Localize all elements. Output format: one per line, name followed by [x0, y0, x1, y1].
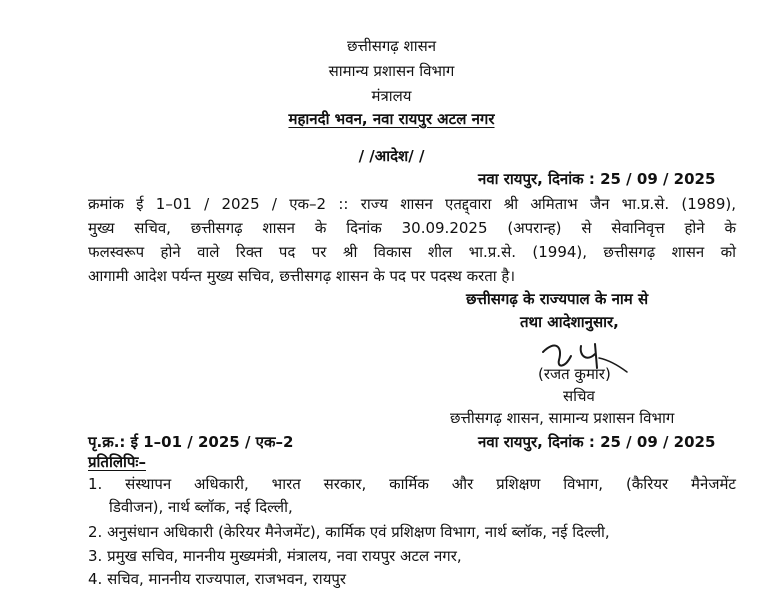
order-place-date: नवा रायपुर, दिनांक : 25 / 09 / 2025	[478, 170, 716, 188]
header-ministry: मंत्रालय	[371, 87, 412, 105]
closing-line-2: तथा आदेशानुसार,	[520, 313, 619, 331]
copy-label: प्रतिलिपिः–	[88, 453, 146, 471]
order-para-line-3: फलस्वरूप होने वाले रिक्त पद पर श्री विकास शील भा.प्र.से. (1994), छत्तीसगढ़ शासन को	[88, 243, 736, 261]
header-department: सामान्य प्रशासन विभाग	[328, 62, 455, 80]
signatory-name: (रजत कुमार)	[538, 365, 611, 383]
list-item: 2. अनुसंधान अधिकारी (केरियर मैनेजमेंट), कार्मिक एवं प्रशिक्षण विभाग, नार्थ ब्लॉक, नई दिल्ली,	[88, 523, 610, 541]
closing-line-1: छत्तीसगढ़ के राज्यपाल के नाम से	[466, 290, 649, 308]
endorsement-number: पृ.क्र.: ई 1–01 / 2025 / एक–2	[88, 433, 294, 451]
header-government: छत्तीसगढ़ शासन	[346, 37, 437, 55]
list-item: 4. सचिव, माननीय राज्यपाल, राजभवन, रायपुर	[88, 570, 347, 588]
order-para-line-1: क्रमांक ई 1–01 / 2025 / एक–2 :: राज्य शासन एतद्द्वारा श्री अमिताभ जैन भा.प्र.से. (1989),	[88, 195, 736, 213]
header-address: महानदी भवन, नवा रायपुर अटल नगर	[288, 110, 495, 128]
list-item: डिवीजन), नार्थ ब्लॉक, नई दिल्ली,	[109, 498, 293, 516]
order-title: / /आदेश/ /	[358, 147, 425, 165]
endorsement-place-date: नवा रायपुर, दिनांक : 25 / 09 / 2025	[478, 433, 716, 451]
list-item: 1. संस्थापन अधिकारी, भारत सरकार, कार्मिक और प्रशिक्षण विभाग, (कैरियर मैनेजमेंट	[88, 475, 736, 493]
signatory-department: छत्तीसगढ़ शासन, सामान्य प्रशासन विभाग	[450, 409, 675, 427]
signatory-designation: सचिव	[563, 387, 595, 405]
order-para-line-2: मुख्य सचिव, छत्तीसगढ़ शासन के दिनांक 30.09.2025 (अपरान्ह) से सेवानिवृत्त होने के	[88, 219, 736, 237]
list-item: 3. प्रमुख सचिव, माननीय मुख्यमंत्री, मंत्रालय, नवा रायपुर अटल नगर,	[88, 547, 462, 565]
order-para-line-4: आगामी आदेश पर्यन्त मुख्य सचिव, छत्तीसगढ़ शासन के पद पर पदस्थ करता है।	[88, 267, 516, 285]
